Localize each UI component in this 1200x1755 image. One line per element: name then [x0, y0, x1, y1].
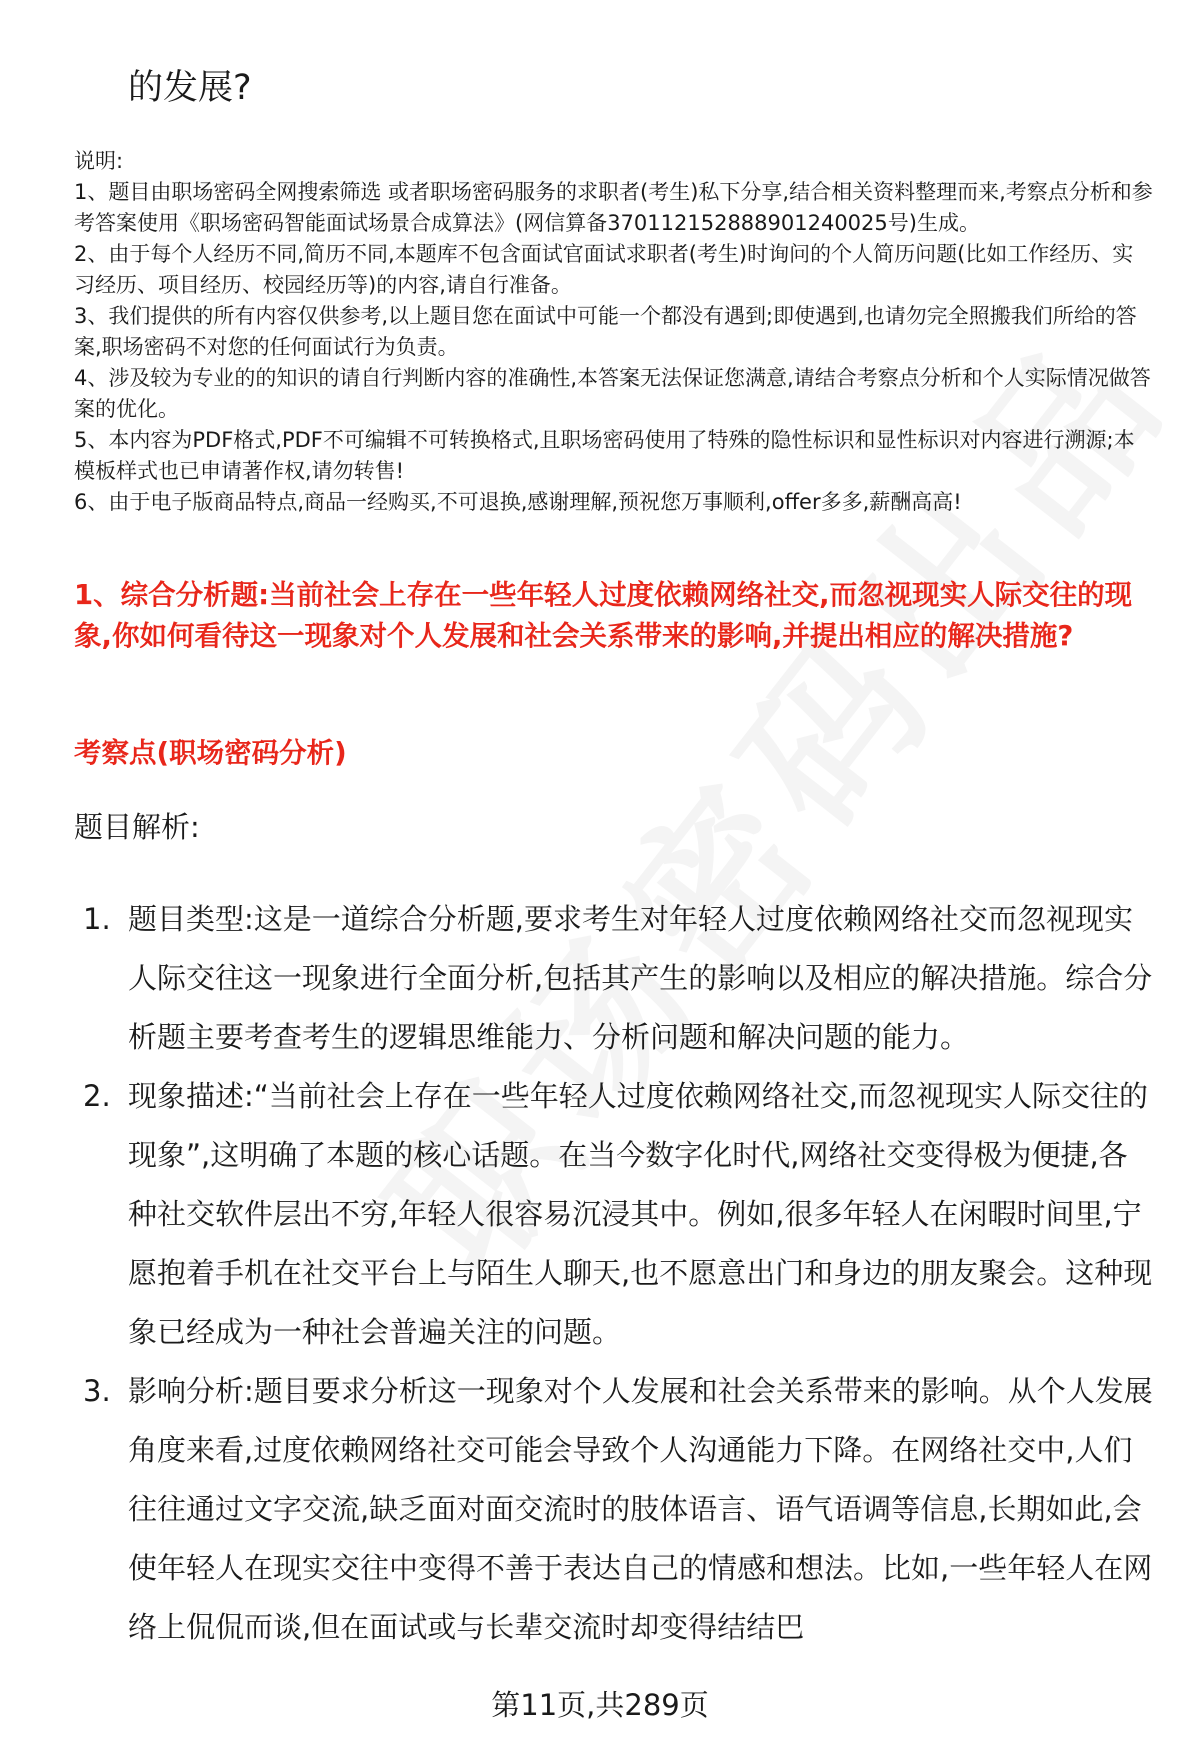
analysis-list: [0, 890, 1200, 1657]
question-heading: 1、综合分析题:当前社会上存在一些年轻人过度依赖网络社交,而忽视现实人际交往的现象,你如何看待这一现象对个人发展和社会关系带来的影响,并提出相应的解决措施?: [74, 579, 1133, 652]
notes-heading: 说明:: [74, 149, 124, 173]
item-text: 影响分析:题目要求分析这一现象对个人发展和社会关系带来的影响。从个人发展角度来看,过度依赖网络社交可能会导致个人沟通能力下降。在网络社交中,人们往往通过文字交流,缺乏面对面交流时的肢体语言、语气语调等信息,长期如此,会使年轻人在现实交往中变得不善于表达自己的情感和想法。比如,一些年轻人在网络上侃侃而谈,但在面试或与长辈交流时却变得结结巴: [128, 1374, 1153, 1644]
continued-title: 的发展?: [128, 68, 252, 108]
analysis-item: [0, 1362, 1156, 1657]
item-number: 3.: [83, 1374, 111, 1408]
note-item: 5、本内容为PDF格式,PDF不可编辑不可转换格式,且职场密码使用了特殊的隐性标识和显性标识对内容进行溯源;本模板样式也已申请著作权,请勿转售!: [74, 428, 1135, 483]
item-text: 题目类型:这是一道综合分析题,要求考生对年轻人过度依赖网络社交而忽视现实人际交往这一现象进行全面分析,包括其产生的影响以及相应的解决措施。综合分析题主要考查考生的逻辑思维能力、分析问题和解决问题的能力。: [128, 902, 1153, 1054]
analysis-item: [0, 1067, 1156, 1362]
note-item: 2、由于每个人经历不同,简历不同,本题库不包含面试官面试求职者(考生)时询问的个人简历问题(比如工作经历、实习经历、项目经历、校园经历等)的内容,请自行准备。: [74, 242, 1134, 297]
note-item: 3、我们提供的所有内容仅供参考,以上题目您在面试中可能一个都没有遇到;即使遇到,也请勿完全照搬我们所给的答案,职场密码不对您的任何面试行为负责。: [74, 304, 1137, 359]
item-number: 2.: [83, 1079, 111, 1113]
section-label: 考察点(职场密码分析): [74, 737, 347, 769]
item-text: 现象描述:“当前社会上存在一些年轻人过度依赖网络社交,而忽视现实人际交往的现象”,这明确了本题的核心话题。在当今数字化时代,网络社交变得极为便捷,各种社交软件层出不穷,年轻人很容易沉浸其中。例如,很多年轻人在闲暇时间里,宁愿抱着手机在社交平台上与陌生人聊天,也不愿意出门和身边的朋友聚会。这种现象已经成为一种社会普遍关注的问题。: [128, 1079, 1153, 1349]
page-footer: 第11页,共289页: [491, 1688, 709, 1722]
analysis-title: 题目解析:: [74, 810, 200, 844]
notes-block: [74, 146, 1154, 518]
note-item: 4、涉及较为专业的的知识的请自行判断内容的准确性,本答案无法保证您满意,请结合考察点分析和个人实际情况做答案的优化。: [74, 366, 1151, 421]
note-item: 1、题目由职场密码全网搜索筛选 或者职场密码服务的求职者(考生)私下分享,结合相关资料整理而来,考察点分析和参考答案使用《职场密码智能面试场景合成算法》(网信算备370112152888901240025号)生成。: [74, 180, 1153, 235]
item-number: 1.: [83, 902, 111, 936]
note-item: 6、由于电子版商品特点,商品一经购买,不可退换,感谢理解,预祝您万事顺利,offer多多,薪酬高高!: [74, 490, 962, 514]
analysis-item: [0, 890, 1156, 1067]
